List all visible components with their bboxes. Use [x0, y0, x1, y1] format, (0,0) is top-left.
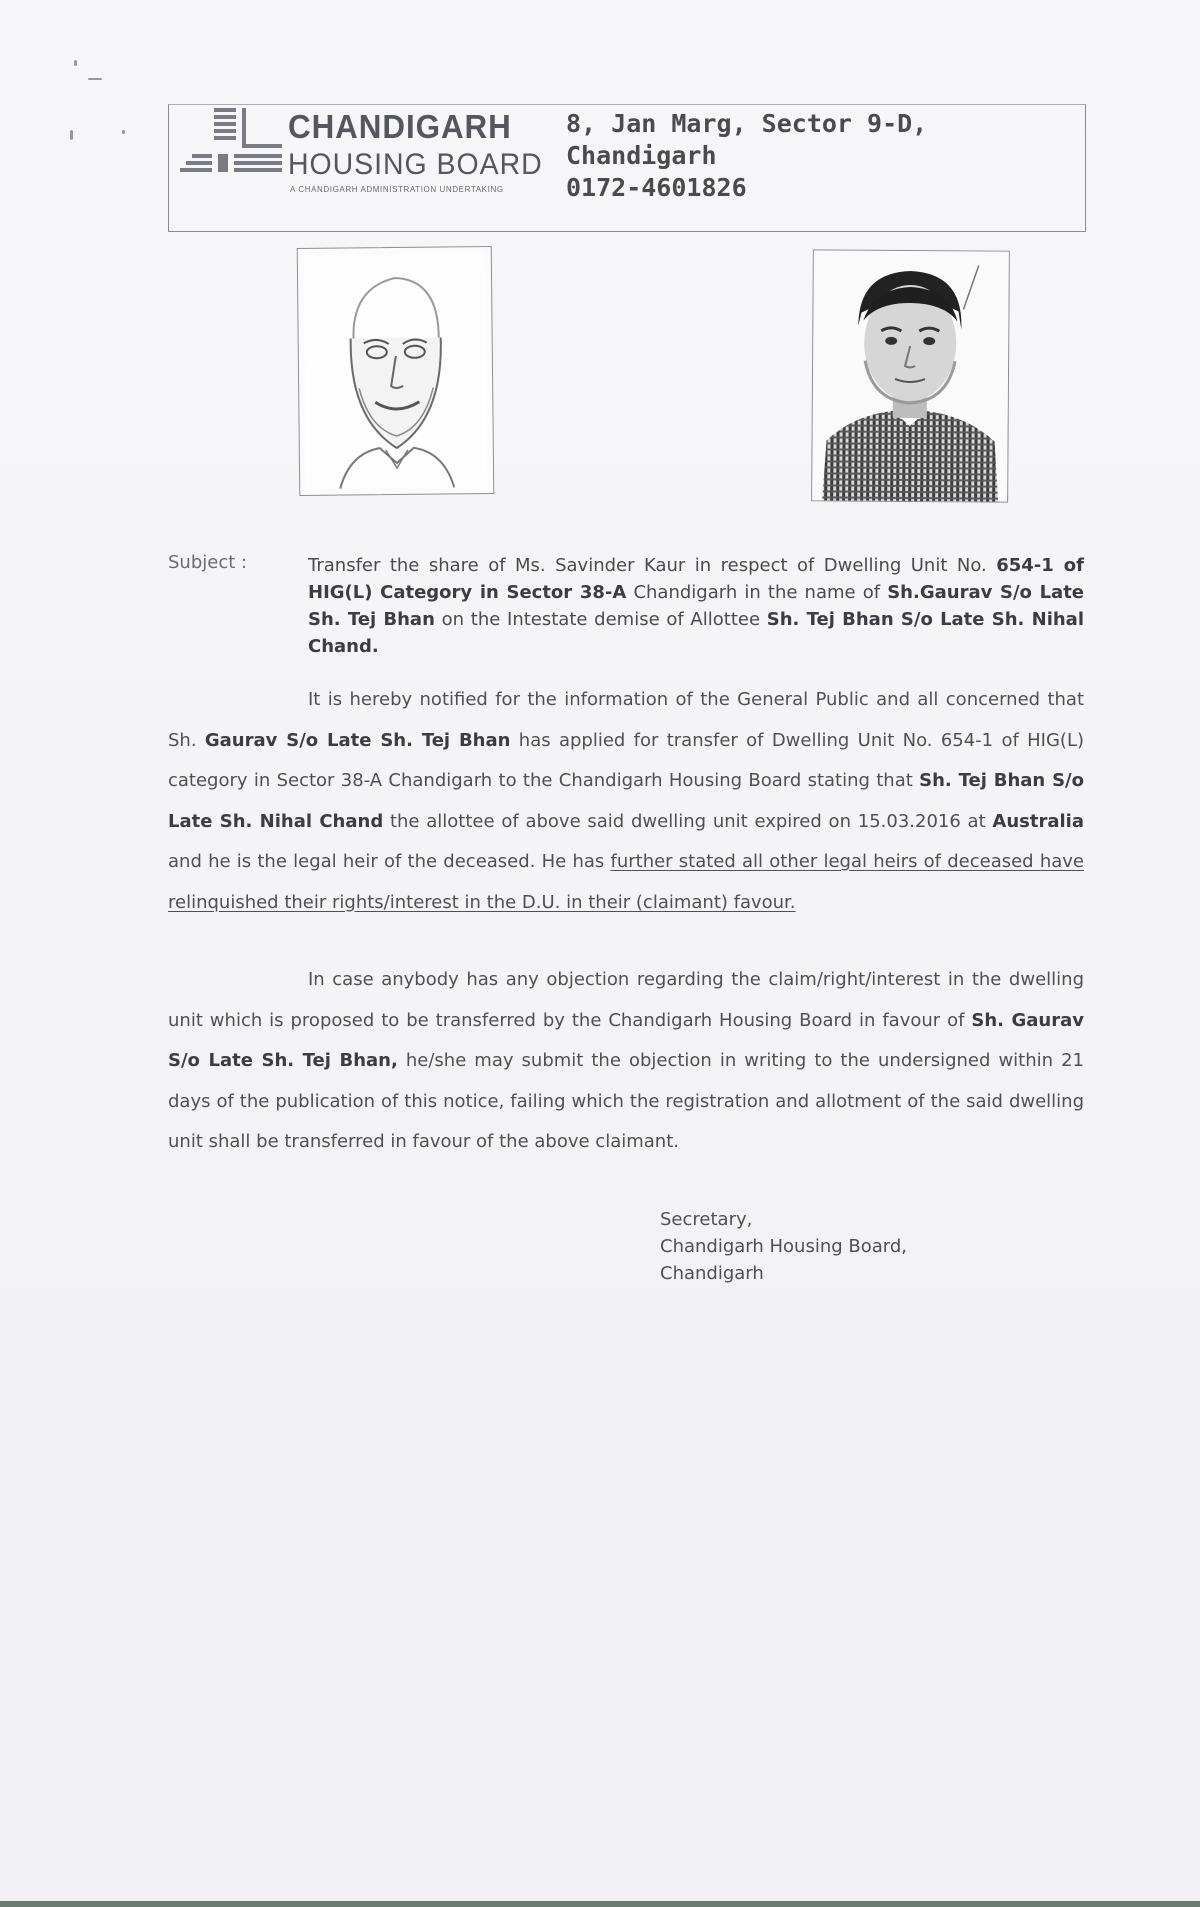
signature-block — [660, 1206, 907, 1287]
signatory-city: Chandigarh — [660, 1263, 764, 1284]
para1-text: and he is the legal heir of the deceased. He has — [168, 851, 611, 872]
subject-bold-unit: 654-1 of HIG(L) Category in Sector 38-A — [308, 555, 1084, 603]
signatory-org: Chandigarh Housing Board, — [660, 1236, 908, 1257]
signatory-title: Secretary, — [660, 1209, 753, 1230]
phone-number: 0172-4601826 — [566, 173, 747, 202]
para2-text: In case anybody has any objection regarding the claim/right/interest in the dwelling unit which is proposed to be transferred by the Chandigarh Housing Board in favour of — [168, 969, 1084, 1031]
address-line1: 8, Jan Marg, Sector 9-D, — [566, 109, 928, 138]
para1-underlined: further stated all other legal heirs of deceased have relinquished their rights/interest in the D.U. in their (claimant) favour. — [168, 851, 1084, 913]
scan-bottom-edge — [0, 1901, 1200, 1907]
para1-text: has applied for transfer of Dwelling Unit No. 654-1 of HIG(L) category in Sector 38-A Chandigarh to the Chandigarh Housing Board stating that — [168, 729, 1084, 791]
notice-paragraph-1 — [168, 680, 1084, 923]
photo-young-man — [811, 249, 1010, 502]
para1-text: the allottee of above said dwelling unit expired on 15.03.2016 at — [383, 810, 993, 832]
subject-text — [308, 552, 1084, 660]
org-tagline: A CHANDIGARH ADMINISTRATION UNDERTAKING — [290, 185, 504, 194]
notice-paragraph-2 — [168, 960, 1084, 1163]
chb-logo-icon — [178, 106, 284, 188]
para1-bold-allottee: Sh. Tej Bhan S/o Late Sh. Nihal Chand — [168, 770, 1084, 832]
org-address — [566, 108, 927, 204]
para2-text: he/she may submit the objection in writing to the undersigned within 21 days of the publication of this notice, failing which the registration and allotment of the said dwelling unit shall be transferred in favour of the above claimant. — [168, 1050, 1084, 1152]
subject-label: Subject : — [168, 552, 248, 573]
para1-text: It is hereby notified for the information of the General Public and all concerned that Sh. — [168, 689, 1084, 751]
address-line2: Chandigarh — [566, 141, 717, 170]
portrait-photo-icon — [812, 250, 1009, 501]
photo-elderly-man — [297, 246, 495, 496]
subject-bold-claimant: Sh.Gaurav S/o Late Sh. Tej Bhan — [308, 582, 1085, 630]
para1-bold-claimant: Gaurav S/o Late Sh. Tej Bhan — [204, 729, 511, 751]
org-name-line1: CHANDIGARH — [288, 108, 512, 145]
scan-artifact-marks — [70, 60, 130, 150]
portrait-sketch-icon — [298, 247, 494, 495]
subject-text-part: Chandigarh in the name of — [626, 582, 888, 603]
para1-bold-place: Australia — [992, 810, 1084, 832]
org-name-line2: HOUSING BOARD — [288, 148, 543, 181]
subject-bold-allottee: Sh. Tej Bhan S/o Late Sh. Nihal Chand. — [308, 609, 1084, 657]
para2-bold-claimant: Sh. Gaurav S/o Late Sh. Tej Bhan, — [168, 1009, 1084, 1071]
subject-text-part: on the Intestate demise of Allottee — [434, 609, 767, 630]
subject-text-part: Transfer the share of Ms. Savinder Kaur in respect of Dwelling Unit No. — [308, 555, 987, 576]
